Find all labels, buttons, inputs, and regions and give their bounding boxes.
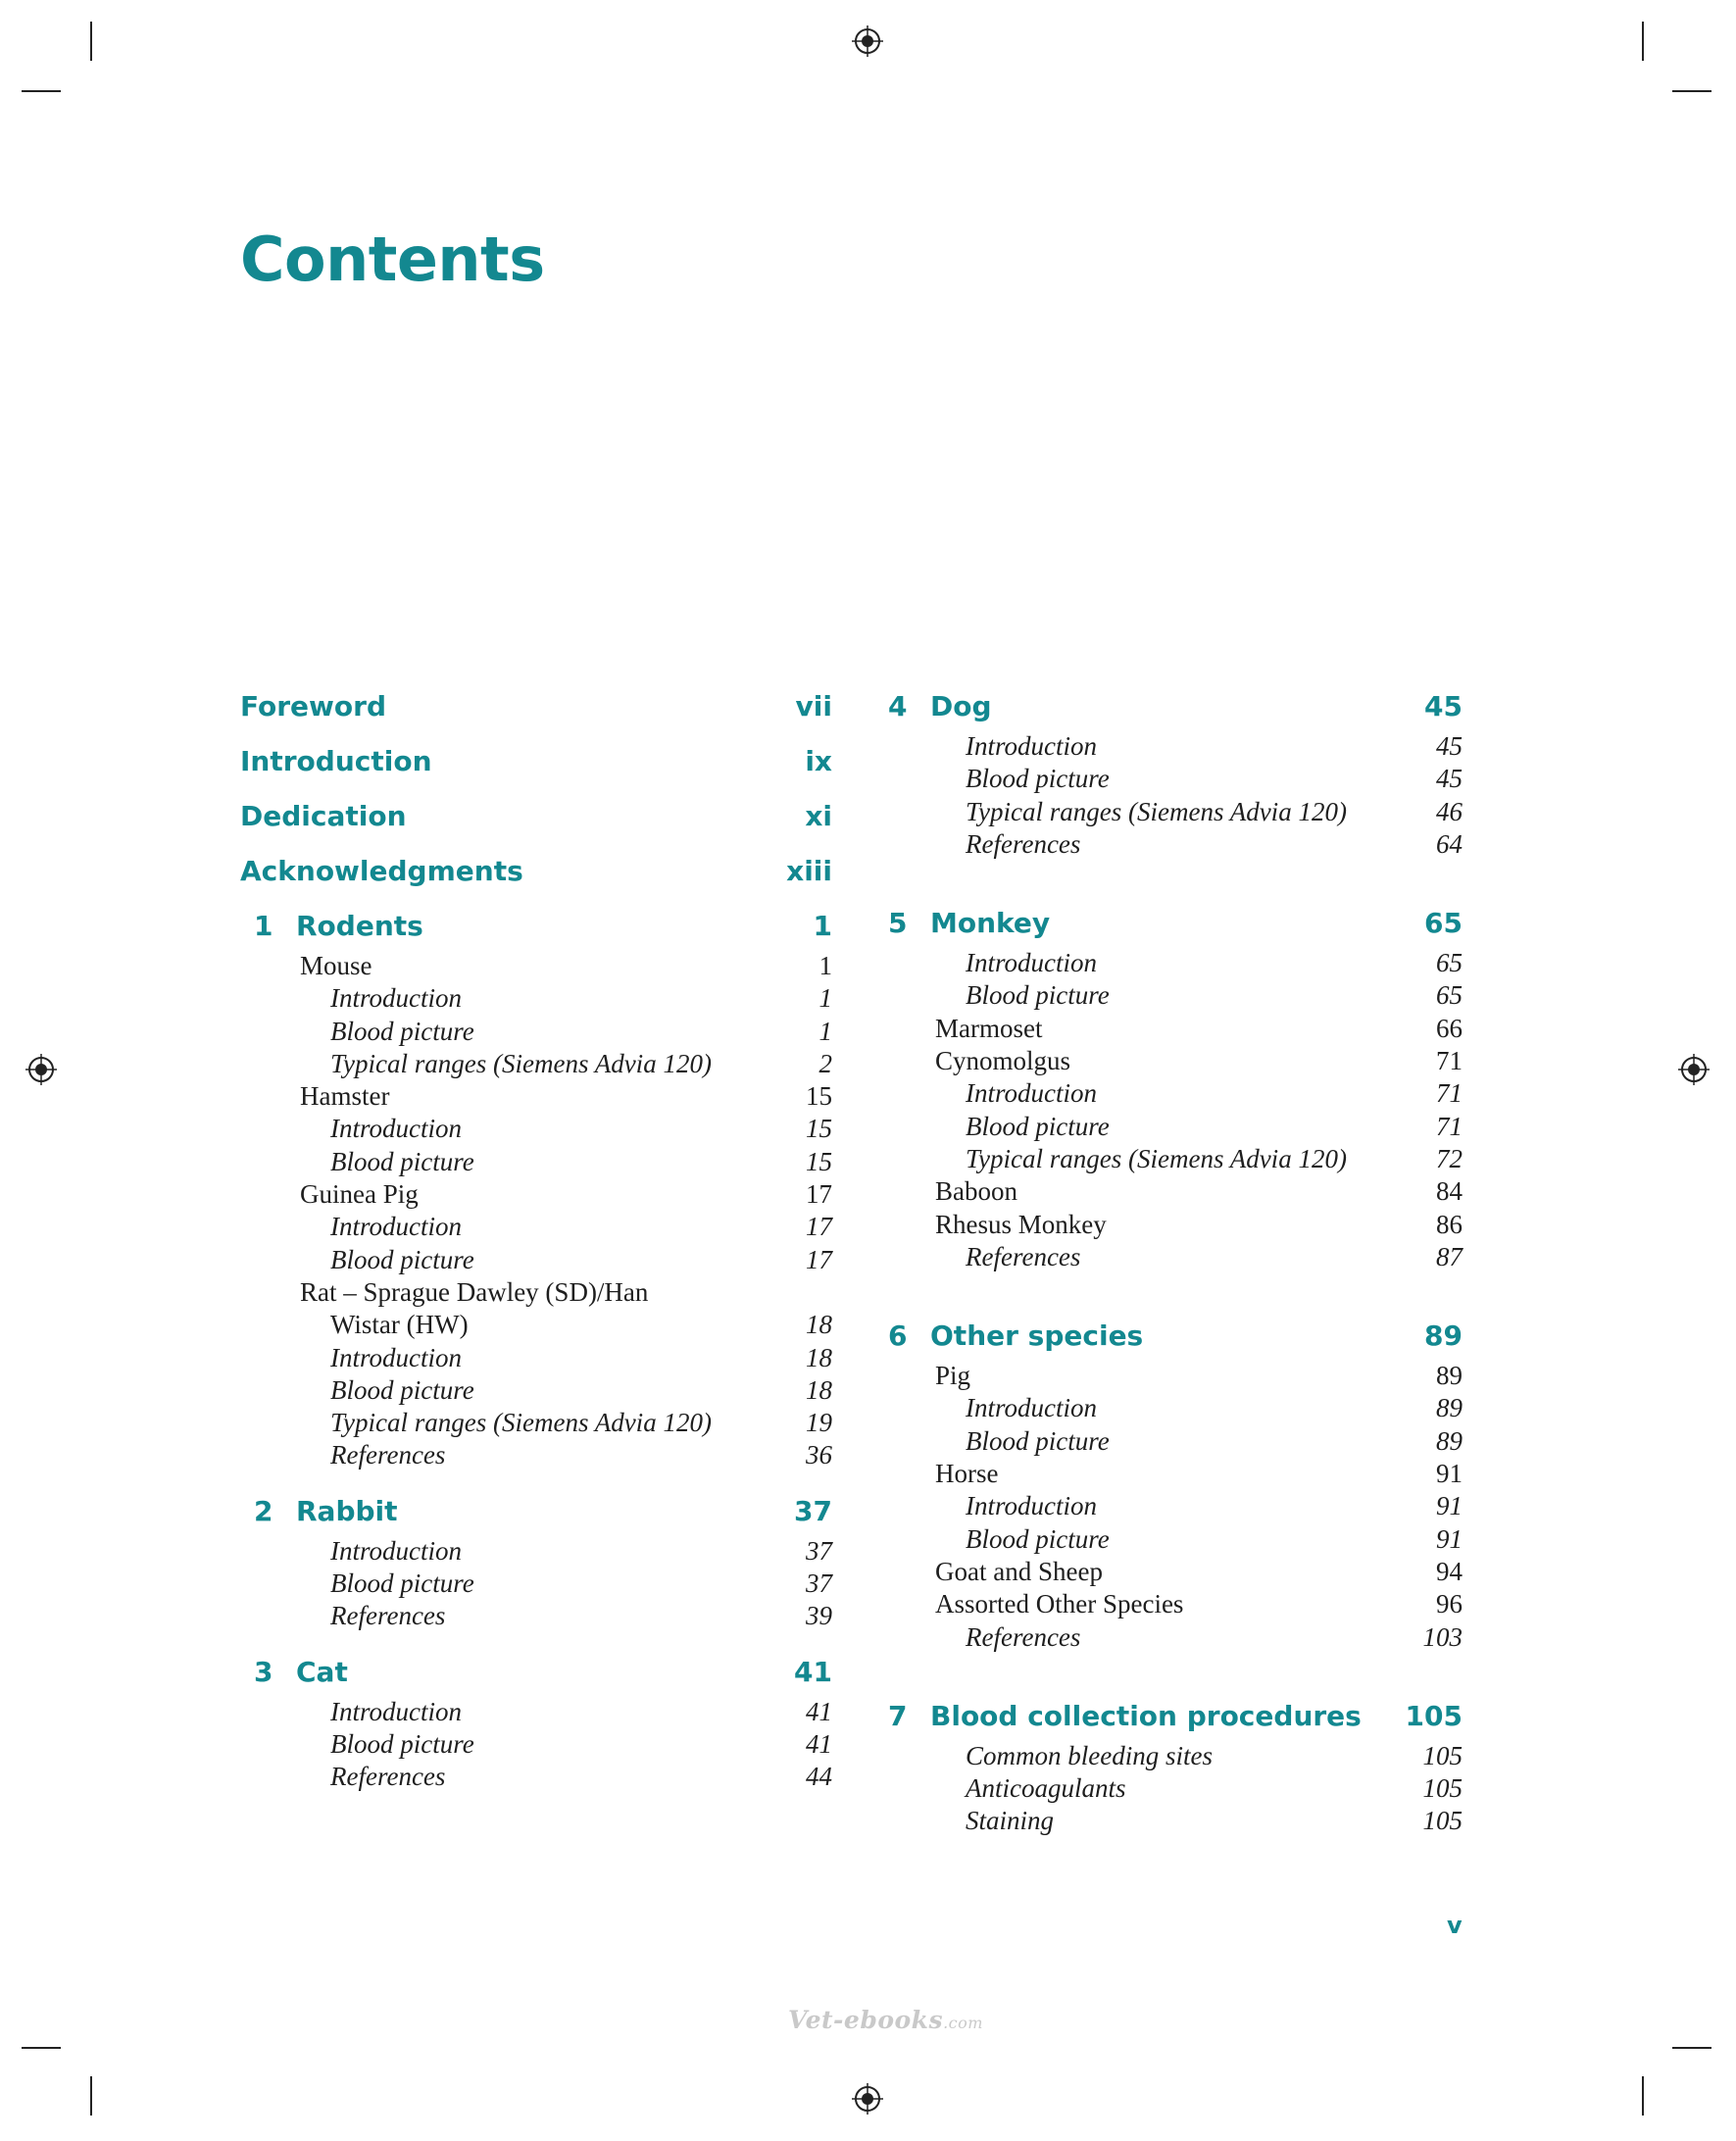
toc-subheading[interactable] [240,951,832,983]
toc-entry[interactable] [884,1741,1463,1773]
entry-title: Typical ranges (Siemens Advia 120) [330,1048,712,1078]
toc-entry[interactable] [884,1524,1463,1557]
toc-column-left [240,690,832,1817]
page-number: 105 [1422,1740,1463,1770]
entry-title: Hamster [300,1081,390,1112]
page-number: 89 [1436,1425,1463,1456]
page-number: 18 [806,1310,832,1340]
entry-title: References [330,1440,446,1470]
toc-subheading[interactable] [240,1081,832,1114]
entry-title: Blood picture [330,1374,474,1405]
toc-subheading[interactable] [240,1179,832,1212]
page-number: 64 [1436,828,1463,859]
entry-title: Rat – Sprague Dawley (SD)/Han [300,1276,649,1307]
page-number: 89 [1436,1361,1463,1391]
toc-column-right [884,690,1463,1861]
toc-subheading[interactable] [884,1361,1463,1393]
chapter-title: Rabbit [296,1494,398,1527]
toc-subheading[interactable] [884,1176,1463,1209]
entry-title: Introduction [330,983,462,1014]
entry-title: Typical ranges (Siemens Advia 120) [966,1143,1347,1173]
entry-title: Mouse [300,951,372,980]
entry-title: Introduction [330,1212,462,1242]
chapter-number: 7 [888,1699,908,1732]
toc-heading[interactable] [884,1700,1463,1733]
toc-heading[interactable] [240,745,832,778]
page-number: 45 [1424,690,1463,722]
toc-subheading[interactable] [884,1014,1463,1046]
page-number: 46 [1436,796,1463,826]
toc-entry[interactable] [240,1114,832,1146]
entry-title: Baboon [935,1176,1017,1207]
chapter-title: Acknowledgments [240,855,523,887]
registration-mark-icon [851,2082,884,2116]
toc-subheading[interactable] [884,1210,1463,1242]
entry-title: Horse [935,1459,999,1489]
toc-entry[interactable] [240,1440,832,1472]
entry-title: Introduction [966,1393,1097,1423]
page-number: 41 [806,1728,832,1759]
entry-title: Typical ranges (Siemens Advia 120) [966,796,1347,826]
page-number: 89 [1436,1393,1463,1423]
page-folio: v [1447,1912,1463,1939]
crop-mark [1672,2047,1711,2049]
page-number: 37 [794,1494,832,1527]
toc-section [884,1319,1463,1655]
entry-title: References [330,1601,446,1631]
page-number: 71 [1436,1078,1463,1109]
page-number: 89 [1424,1319,1463,1353]
toc-section [240,1656,832,1795]
entry-title: References [966,1241,1081,1271]
page-number: 37 [806,1568,832,1599]
page-number: 15 [806,1114,832,1144]
registration-mark-icon [1677,1053,1711,1086]
toc-entry[interactable] [240,983,832,1016]
toc-entry[interactable] [884,980,1463,1013]
page-number: 44 [806,1762,832,1792]
crop-mark [22,2047,61,2049]
toc-entry[interactable] [240,1310,832,1342]
chapter-title: Monkey [930,907,1051,940]
page-number: 105 [1422,1773,1463,1804]
toc-entry[interactable] [884,1242,1463,1274]
registration-mark-icon [25,1053,58,1086]
entry-title: Wistar (HW) [330,1310,469,1340]
toc-section [240,745,832,778]
page-number: 65 [1436,980,1463,1011]
entry-title: Blood picture [330,1568,474,1599]
toc-entry[interactable] [884,1112,1463,1144]
entry-title: Blood picture [966,1523,1110,1554]
entry-title: Introduction [966,1078,1097,1109]
toc-subheading[interactable] [884,1459,1463,1491]
entry-title: Cynomolgus [935,1046,1071,1076]
page-number: 17 [806,1212,832,1242]
entry-title: Blood picture [966,764,1110,794]
entry-title: Blood picture [966,980,1110,1011]
toc-heading[interactable] [240,690,832,723]
toc-section [240,800,832,833]
toc-heading[interactable] [240,1495,832,1528]
chapter-title: Blood collection procedures [930,1699,1362,1732]
page-number: 41 [806,1696,832,1726]
toc-entry[interactable] [884,764,1463,796]
toc-entry[interactable] [884,1426,1463,1459]
crop-mark [1672,90,1711,92]
page-number: 17 [806,1244,832,1274]
crop-mark [90,22,92,61]
toc-heading[interactable] [240,910,832,943]
page-number: 2 [818,1048,832,1078]
toc-entry[interactable] [884,731,1463,764]
toc-section [240,690,832,723]
toc-subheading[interactable] [884,1557,1463,1589]
chapter-number: 3 [254,1655,273,1688]
toc-entry[interactable] [884,1622,1463,1655]
entry-title: Blood picture [330,1146,474,1176]
toc-entry[interactable] [884,1773,1463,1806]
page-number: 18 [806,1342,832,1372]
page-number: 66 [1436,1013,1463,1043]
toc-entry[interactable] [884,797,1463,829]
toc-entry[interactable] [240,1343,832,1375]
toc-entry[interactable] [240,1697,832,1729]
entry-title: Pig [935,1361,971,1391]
page-number: 105 [1405,1699,1463,1732]
page-number: xi [805,800,832,832]
toc-entry[interactable] [240,1729,832,1762]
toc-entry[interactable] [884,1491,1463,1523]
page-number: 41 [794,1655,832,1688]
toc-entry[interactable] [884,1078,1463,1111]
page-number: 15 [806,1081,832,1112]
toc-section [240,910,832,1473]
toc-heading[interactable] [884,1319,1463,1353]
watermark-text: Vet-ebooks [788,2006,944,2034]
page-number: 87 [1436,1241,1463,1271]
entry-title: Introduction [330,1535,462,1566]
entry-title: Staining [966,1806,1055,1836]
toc-entry[interactable] [240,1049,832,1081]
toc-subheading[interactable] [884,1589,1463,1621]
toc-entry[interactable] [884,948,1463,980]
page-number: 18 [806,1374,832,1405]
page-number: ix [805,745,832,777]
toc-entry[interactable] [240,1601,832,1633]
toc-entry[interactable] [884,1144,1463,1176]
watermark-suffix: .com [943,2014,983,2032]
page-number: 71 [1436,1046,1463,1076]
toc-entry[interactable] [240,1762,832,1794]
entry-title: Blood picture [966,1111,1110,1141]
page-number: 1 [818,983,832,1014]
toc-entry[interactable] [240,1408,832,1440]
page-number: 1 [818,951,832,980]
entry-title: Common bleeding sites [966,1740,1213,1770]
toc-section [240,1495,832,1634]
chapter-number: 2 [254,1494,273,1527]
toc-entry[interactable] [240,1147,832,1179]
chapter-number: 5 [888,907,908,940]
entry-title: Blood picture [330,1244,474,1274]
crop-mark [1642,22,1644,61]
page-title: Contents [240,224,545,295]
toc-entry[interactable] [240,1017,832,1049]
chapter-title: Rodents [296,910,423,942]
chapter-number: 4 [888,690,908,722]
crop-mark [22,90,61,92]
entry-title: Goat and Sheep [935,1556,1103,1586]
page-number: 45 [1436,731,1463,761]
page-number: vii [795,690,832,722]
page-number: 103 [1422,1621,1463,1652]
entry-title: Typical ranges (Siemens Advia 120) [330,1408,712,1438]
page-number: 72 [1436,1143,1463,1173]
page-number: 45 [1436,764,1463,794]
page-number: 17 [806,1179,832,1210]
entry-title: Assorted Other Species [935,1589,1184,1619]
page-number: 36 [806,1440,832,1470]
entry-title: Blood picture [330,1728,474,1759]
toc-entry[interactable] [884,1806,1463,1838]
watermark-logo [788,2006,983,2034]
entry-title: Introduction [966,1491,1097,1521]
entry-title: References [966,828,1081,859]
page-number: 94 [1436,1556,1463,1586]
page-number: 91 [1436,1491,1463,1521]
page-number: 65 [1436,948,1463,978]
toc-section [884,1700,1463,1839]
page-number: 71 [1436,1111,1463,1141]
crop-mark [90,2076,92,2116]
toc-heading[interactable] [884,690,1463,723]
chapter-number: 6 [888,1319,908,1353]
toc-heading[interactable] [240,800,832,833]
chapter-title: Dedication [240,800,407,832]
entry-title: Guinea Pig [300,1179,419,1210]
chapter-title: Introduction [240,745,432,777]
toc-subheading[interactable] [240,1277,832,1310]
entry-title: Marmoset [935,1013,1043,1043]
page-number: 96 [1436,1589,1463,1619]
toc-entry[interactable] [240,1245,832,1277]
crop-mark [1642,2076,1644,2116]
page-number: 65 [1424,907,1463,940]
entry-title: Introduction [966,731,1097,761]
entry-title: Introduction [330,1114,462,1144]
toc-section [240,855,832,888]
toc-entry[interactable] [240,1375,832,1408]
entry-title: References [330,1762,446,1792]
toc-entry[interactable] [884,829,1463,862]
chapter-title: Other species [930,1319,1144,1353]
toc-heading[interactable] [240,855,832,888]
page-number: 19 [806,1408,832,1438]
page-number: xiii [786,855,832,887]
toc-section [884,907,1463,1274]
toc-entry[interactable] [240,1536,832,1568]
entry-title: Blood picture [330,1016,474,1046]
entry-title: Introduction [330,1342,462,1372]
entry-title: Introduction [330,1696,462,1726]
toc-subheading[interactable] [884,1046,1463,1078]
chapter-number: 1 [254,910,273,942]
toc-entry[interactable] [240,1212,832,1244]
toc-section [884,690,1463,862]
entry-title: Blood picture [966,1425,1110,1456]
entry-title: References [966,1621,1081,1652]
chapter-title: Dog [930,690,992,722]
toc-heading[interactable] [884,907,1463,940]
registration-mark-icon [851,25,884,58]
page-number: 15 [806,1146,832,1176]
page-number: 84 [1436,1176,1463,1207]
chapter-title: Foreword [240,690,386,722]
entry-title: Rhesus Monkey [935,1209,1107,1239]
page-number: 86 [1436,1209,1463,1239]
entry-title: Anticoagulants [966,1773,1126,1804]
toc-heading[interactable] [240,1656,832,1689]
page-number: 1 [813,910,832,942]
page-number: 91 [1436,1523,1463,1554]
entry-title: Introduction [966,948,1097,978]
chapter-title: Cat [296,1655,348,1688]
toc-entry[interactable] [240,1568,832,1601]
page-number: 105 [1422,1806,1463,1836]
toc-entry[interactable] [884,1393,1463,1425]
page-number: 37 [806,1535,832,1566]
page-number: 91 [1436,1459,1463,1489]
page-number: 1 [818,1016,832,1046]
page-number: 39 [806,1601,832,1631]
